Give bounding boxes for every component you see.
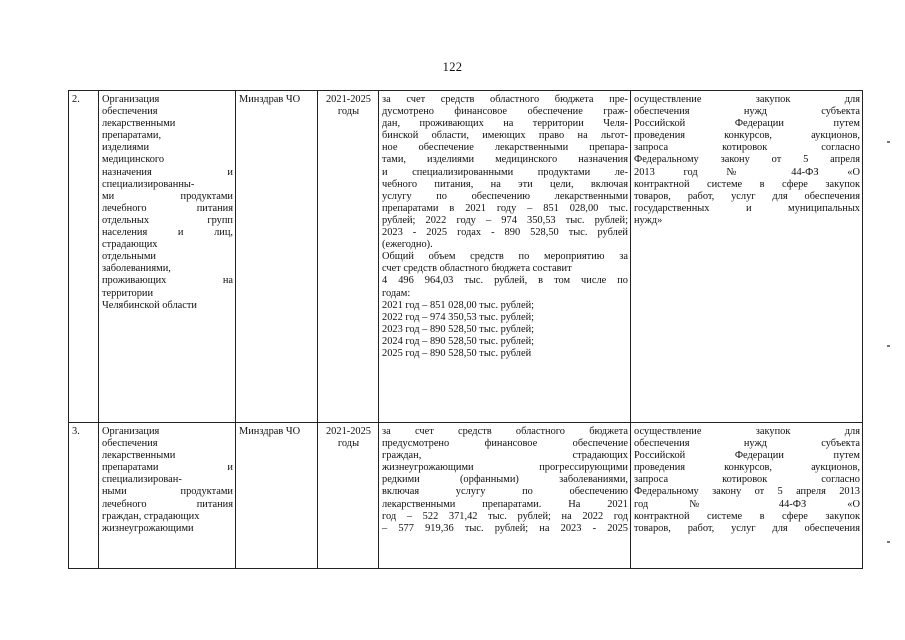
text-line: Федеральному закону от 5 апреля 2013: [634, 486, 860, 498]
text-line: 2023 - 2025 годах - 890 528,50 тыс. рублей: [382, 227, 628, 239]
text-line: препаратами,: [102, 130, 162, 142]
text-line: ми продуктами: [102, 190, 233, 202]
text-line: годам:: [382, 287, 411, 299]
text-line: ное обеспечение лекарственными препара-: [382, 142, 628, 154]
text-line: лекарственными: [102, 450, 176, 462]
text-line: Челябинской области: [102, 299, 197, 311]
text-line: включая услугу по обеспечению: [382, 486, 628, 498]
text-line: 2023 год – 890 528,50 тыс. рублей;: [382, 323, 535, 335]
text-line: обеспечения: [102, 106, 158, 118]
text-line: запроса котировок согласно: [634, 474, 860, 486]
text-line: лекарственными: [102, 118, 176, 130]
measure-name-cell: [99, 91, 236, 423]
text-line: граждан, страдающих: [102, 510, 200, 522]
text-line: рублей; 2022 году – 974 350,53 тыс. рублей;: [382, 214, 628, 226]
text-line: услугу по обеспечению лекарственными: [382, 190, 628, 202]
text-line: счет средств областного бюджета составит: [382, 263, 572, 275]
text-line: год – 522 371,42 тыс. рублей; на 2022 год: [382, 510, 628, 522]
text-line: жизнеугрожающими прогрессирующими: [382, 462, 628, 474]
text-line: чебного питания, на эти цели, включая: [382, 178, 628, 190]
text-line: за счет средств областного бюджета пре-: [382, 94, 628, 105]
period-cell: 2021-2025 годы: [318, 423, 379, 569]
text-line: 2022 год – 974 350,53 тыс. рублей;: [382, 311, 535, 323]
text-line: отдельных групп: [102, 214, 233, 226]
text-line: Федеральному закону от 5 апреля: [634, 154, 860, 166]
text-line: запроса котировок согласно: [634, 142, 860, 154]
text-line: – 577 919,36 тыс. рублей; на 2023 - 2025: [382, 522, 628, 534]
page-number: 122: [442, 60, 463, 74]
text-line: год № 44-ФЗ «О: [634, 498, 860, 510]
text-line: проведения конкурсов, аукционов,: [634, 130, 860, 142]
row-number: 2.: [69, 91, 99, 423]
text-line: Российской Федерации путем: [634, 450, 860, 462]
executor-cell: Минздрав ЧО: [236, 423, 318, 569]
text-line: 2021 год – 851 028,00 тыс. рублей;: [382, 299, 535, 311]
text-line: отдельными: [102, 251, 156, 263]
text-line: обеспечения нужд субъекта: [634, 438, 860, 450]
period-cell: 2021-2025 годы: [318, 91, 379, 423]
text-line: за счет средств областного бюджета: [382, 426, 628, 437]
text-line: дан, проживающих на территории Челя-: [382, 118, 628, 130]
text-line: Организация: [102, 94, 160, 105]
text-line: страдающих: [102, 239, 158, 251]
text-line: обеспечения нужд субъекта: [634, 106, 860, 118]
text-line: лечебного питания: [102, 202, 233, 214]
text-line: Российской Федерации путем: [634, 118, 860, 130]
funding-cell: [379, 423, 631, 569]
text-line: лечебного питания: [102, 498, 233, 510]
text-line: предусмотрено финансовое обеспечение: [382, 438, 628, 450]
measure-name-cell: [99, 423, 236, 569]
text-line: и специализированными продуктами ле-: [382, 166, 628, 178]
text-line: тами, изделиями медицинского назначения: [382, 154, 628, 166]
text-line: территории: [102, 287, 154, 299]
text-line: контрактной системе в сфере закупок: [634, 510, 860, 522]
scan-artifact: [887, 541, 890, 543]
row-number: 3.: [69, 423, 99, 569]
text-line: государственных и муниципальных: [634, 202, 860, 214]
text-line: ными продуктами: [102, 486, 233, 498]
text-line: назначения и: [102, 166, 233, 178]
text-line: 4 496 964,03 тыс. рублей, в том числе по: [382, 275, 628, 287]
text-line: 2024 год – 890 528,50 тыс. рублей;: [382, 335, 535, 347]
text-line: специализирован-: [102, 474, 182, 486]
text-line: лекарственными препаратами. На 2021: [382, 498, 628, 510]
text-line: 2013 год № 44-ФЗ «О: [634, 166, 860, 178]
scan-artifact: [887, 345, 890, 347]
text-line: заболеваниями,: [102, 263, 171, 275]
text-line: специализированны-: [102, 178, 195, 190]
table-row: [69, 91, 863, 423]
text-line: населения и лиц,: [102, 227, 233, 239]
text-line: Общий объем средств по мероприятию за: [382, 251, 628, 263]
text-line: дусмотрено финансовое обеспечение граж-: [382, 106, 628, 118]
text-line: проживающих на: [102, 275, 233, 287]
text-line: редкими (орфанными) заболеваниями,: [382, 474, 628, 486]
text-line: изделиями: [102, 142, 150, 154]
table-row: [69, 423, 863, 569]
text-line: контрактной системе в сфере закупок: [634, 178, 860, 190]
text-line: нужд»: [634, 214, 663, 226]
funding-cell: [379, 91, 631, 423]
text-line: товаров, работ, услуг для обеспечения: [634, 522, 860, 534]
text-line: 2025 год – 890 528,50 тыс. рублей: [382, 347, 532, 359]
scan-artifact: [887, 141, 890, 143]
text-line: осуществление закупок для: [634, 94, 860, 105]
text-line: проведения конкурсов, аукционов,: [634, 462, 860, 474]
text-line: медицинского: [102, 154, 165, 166]
text-line: препаратами и: [102, 462, 233, 474]
text-line: препаратами в 2021 году – 851 028,00 тыс.: [382, 202, 628, 214]
text-line: осуществление закупок для: [634, 426, 860, 437]
text-line: бинской области, имеющих право на льгот-: [382, 130, 628, 142]
executor-cell: Минздрав ЧО: [236, 91, 318, 423]
procurement-cell: [631, 423, 863, 569]
text-line: (ежегодно).: [382, 239, 433, 251]
measures-table: [68, 90, 863, 569]
text-line: граждан, страдающих: [382, 450, 628, 462]
text-line: Организация: [102, 426, 160, 437]
procurement-cell: [631, 91, 863, 423]
text-line: обеспечения: [102, 438, 158, 450]
text-line: товаров, работ, услуг для обеспечения: [634, 190, 860, 202]
text-line: жизнеугрожающими: [102, 522, 194, 534]
